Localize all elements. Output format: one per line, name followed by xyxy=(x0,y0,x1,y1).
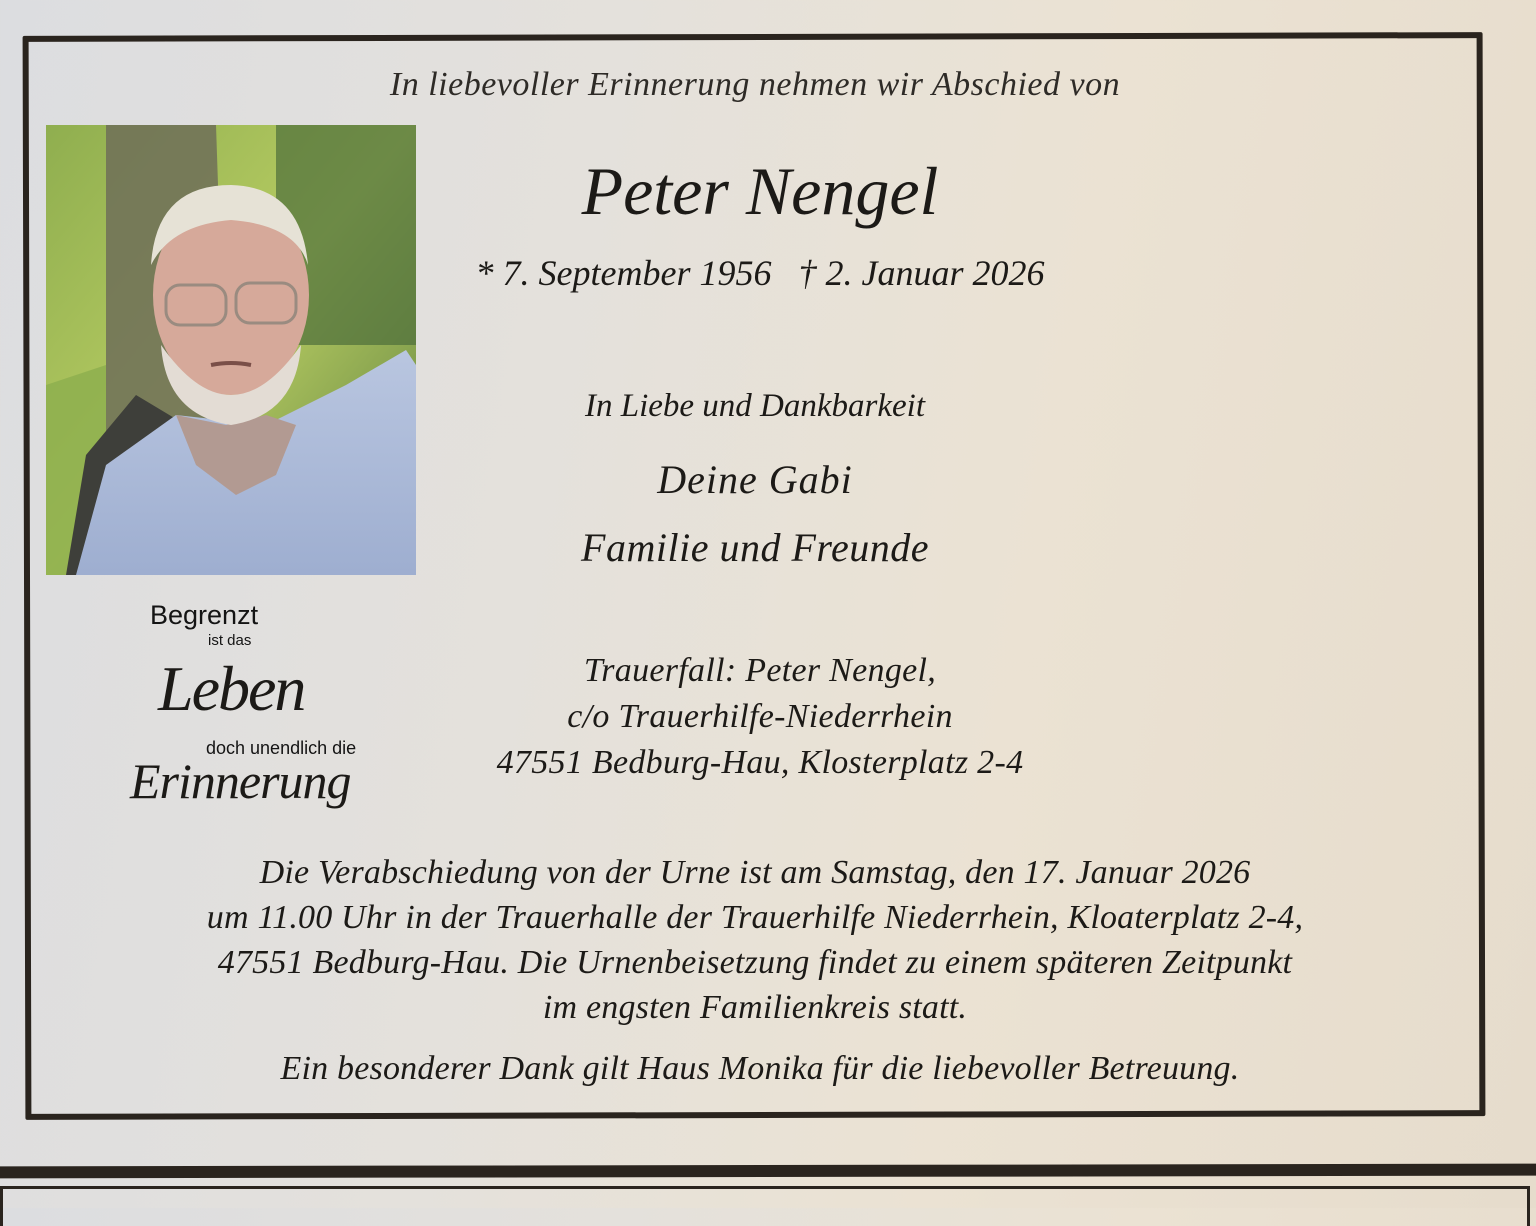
signatory-1: Deine Gabi xyxy=(657,457,853,502)
next-notice-border xyxy=(0,1186,1530,1226)
ceremony-line: um 11.00 Uhr in der Trauerhalle der Trauerhilfe Niederrhein, Kloaterplatz 2-4, xyxy=(206,899,1304,936)
ceremony-details xyxy=(110,850,1400,1030)
signatory-2: Familie und Freunde xyxy=(581,525,929,570)
ceremony-line: 47551 Bedburg-Hau. Die Urnenbeisetzung findet zu einem späteren Zeitpunkt xyxy=(217,944,1293,981)
memorial-quote xyxy=(128,596,408,846)
quote-line-3: Leben xyxy=(158,653,305,724)
address-line: c/o Trauerhilfe-Niederrhein xyxy=(567,698,953,735)
quote-line-4: doch unendlich die xyxy=(206,738,357,758)
love-line: In Liebe und Dankbarkeit xyxy=(584,388,925,424)
quote-line-1: Begrenzt xyxy=(150,600,259,630)
deceased-name: Peter Nengel xyxy=(581,153,939,229)
address-line: Trauerfall: Peter Nengel, xyxy=(583,652,937,689)
ceremony-line: im engsten Familienkreis statt. xyxy=(542,989,968,1026)
portrait-photo xyxy=(46,125,416,575)
separator-band xyxy=(0,1164,1536,1179)
thanks-line: Ein besonderer Dank gilt Haus Monika für die liebevoller Betreuung. xyxy=(280,1050,1240,1087)
ceremony-line: Die Verabschiedung von der Urne ist am Samstag, den 17. Januar 2026 xyxy=(259,854,1251,891)
quote-line-2: ist das xyxy=(208,632,252,649)
intro-line: In liebevoller Erinnerung nehmen wir Abschied von xyxy=(389,66,1121,103)
portrait-image xyxy=(46,125,416,575)
quote-line-5: Erinnerung xyxy=(130,753,351,809)
address-line: 47551 Bedburg-Hau, Klosterplatz 2-4 xyxy=(496,744,1024,781)
contact-address xyxy=(440,648,1080,786)
life-dates: * 7. September 1956 † 2. Januar 2026 xyxy=(475,253,1045,293)
